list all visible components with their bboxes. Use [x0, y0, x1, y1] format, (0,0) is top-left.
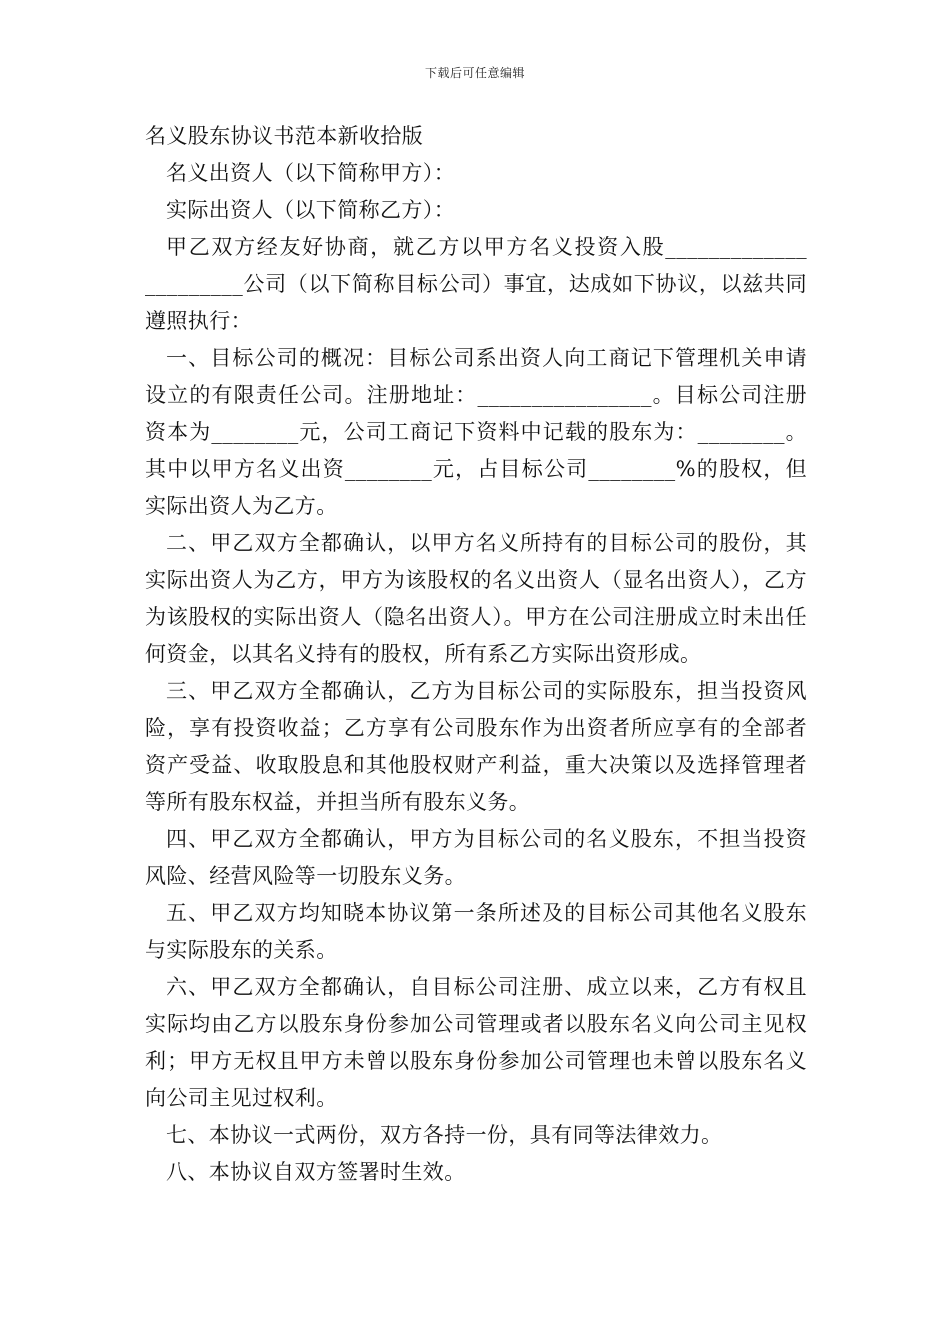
paragraph-preamble: 甲乙双方经友好协商，就乙方以甲方名义投资入股_____________ _________公司（以下简称目标公司）事宜，达成如下协议，以兹共同遵照执行： [145, 235, 807, 333]
paragraph-clause-5: 五、甲乙双方均知晓本协议第一条所述及的目标公司其他名义股东与实际股东的关系。 [145, 901, 807, 962]
page-header-note: 下载后可任意编辑 [424, 66, 525, 80]
paragraph-clause-4: 四、甲乙双方全都确认，甲方为目标公司的名义股东，不担当投资风险、经营风险等一切股东义务。 [145, 827, 807, 888]
document-body [145, 118, 807, 1191]
paragraph-clause-7: 七、本协议一式两份，双方各持一份，具有同等法律效力。 [166, 1123, 723, 1147]
paragraph-party-a: 名义出资人（以下简称甲方）： [166, 161, 456, 185]
paragraph-clause-2: 二、甲乙双方全都确认，以甲方名义所持有的目标公司的股份，其实际出资人为乙方，甲方为该股权的名义出资人（显名出资人），乙方为该股权的实际出资人（隐名出资人）。甲方在公司注册成立时未出任何资金，以其名义持有的股权，所有系乙方实际出资形成。 [145, 531, 807, 666]
paragraph-party-b: 实际出资人（以下简称乙方）： [166, 198, 456, 222]
paragraph-clause-8: 八、本协议自双方签署时生效。 [166, 1160, 466, 1184]
document-title: 名义股东协议书范本新收拾版 [145, 124, 424, 148]
paragraph-clause-3: 三、甲乙双方全都确认，乙方为目标公司的实际股东，担当投资风险，享有投资收益；乙方享有公司股东作为出资者所应享有的全部者资产受益、收取股息和其他股权财产利益，重大决策以及选择管理者等所有股东权益，并担当所有股东义务。 [145, 679, 807, 814]
paragraph-clause-6: 六、甲乙双方全都确认，自目标公司注册、成立以来，乙方有权且实际均由乙方以股东身份参加公司管理或者以股东名义向公司主见权利；甲方无权且甲方未曾以股东身份参加公司管理也未曾以股东名义向公司主见过权利。 [145, 975, 807, 1110]
paragraph-clause-1: 一、目标公司的概况：目标公司系出资人向工商记下管理机关申请设立的有限责任公司。注册地址：________________。目标公司注册资本为________元，公司工商记下资料中记载的股东为：________。其中以甲方名义出资________元，占目标公司________%的股权，但实际出资人为乙方。 [145, 346, 807, 518]
